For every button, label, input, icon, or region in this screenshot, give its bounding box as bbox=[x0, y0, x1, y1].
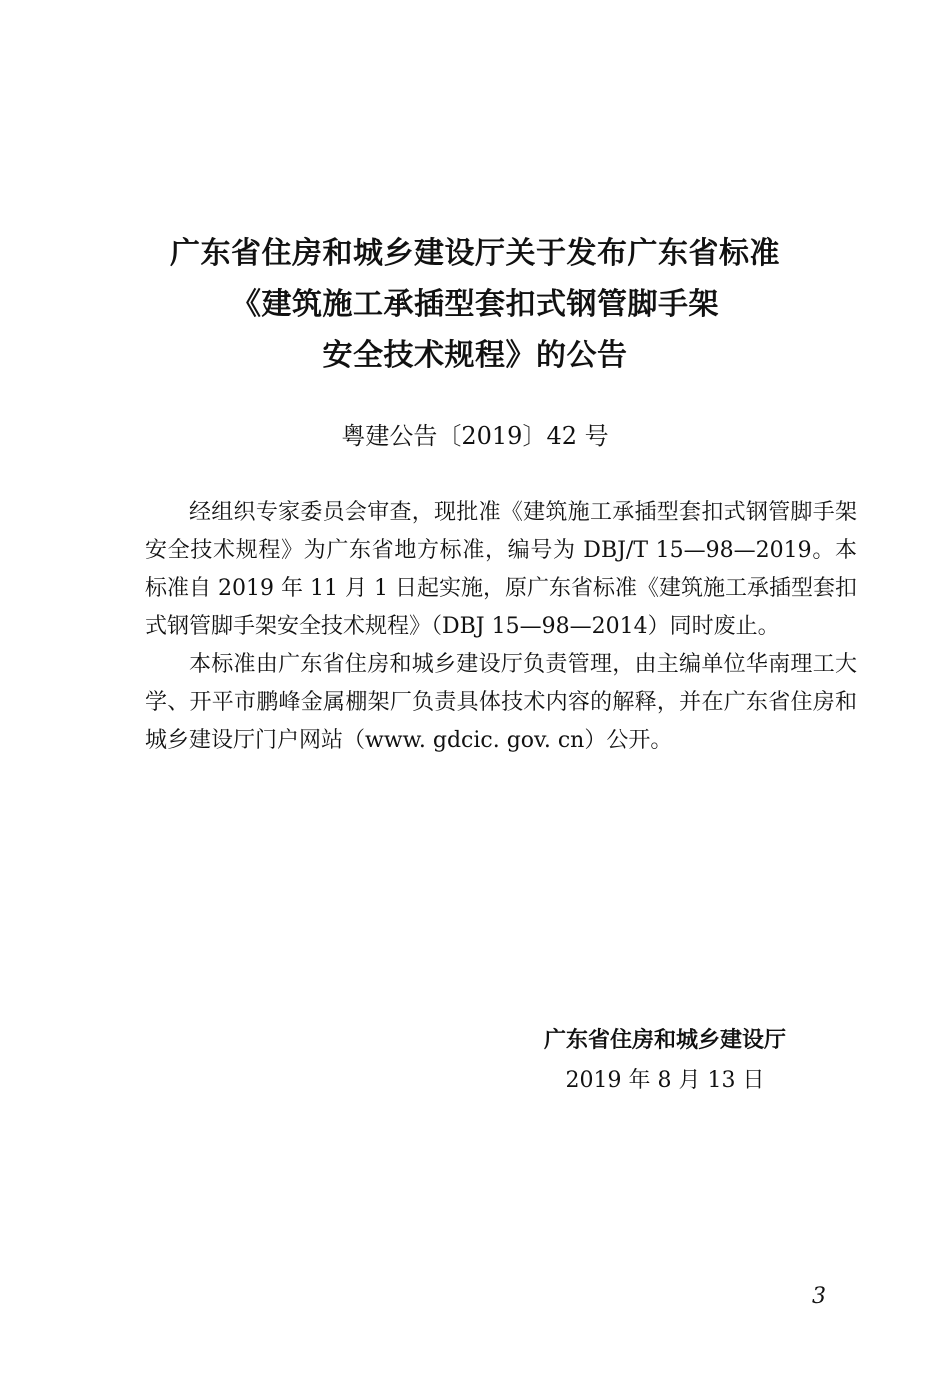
announcement-body bbox=[145, 494, 857, 760]
issuing-organization: 广东省住房和城乡建设厅 bbox=[543, 1028, 786, 1053]
title-line-1: 广东省住房和城乡建设厅关于发布广东省标准 bbox=[170, 236, 780, 271]
body-paragraph-1: 经组织专家委员会审查，现批准《建筑施工承插型套扣式钢管脚手架安全技术规程》为广东省地方标准，编号为 DBJ/T 15—98—2019。本标准自 2019 年 11 月 1 日起实施，原广东省标准《建筑施工承插型套扣式钢管脚手架安全技术规程》（DBJ 15—98—2014）同时废止。 bbox=[145, 500, 857, 639]
page-number: 3 bbox=[812, 1284, 826, 1309]
announcement-title bbox=[0, 228, 950, 381]
issue-date: 2019 年 8 月 13 日 bbox=[565, 1068, 765, 1093]
document-number: 粤建公告〔2019〕42 号 bbox=[341, 422, 609, 450]
title-line-2: 《建筑施工承插型套扣式钢管脚手架 bbox=[231, 287, 719, 322]
body-paragraph-2: 本标准由广东省住房和城乡建设厅负责管理，由主编单位华南理工大学、开平市鹏峰金属棚架厂负责具体技术内容的解释，并在广东省住房和城乡建设厅门户网站（www. gdcic. gov. cn）公开。 bbox=[145, 652, 857, 753]
title-line-3: 安全技术规程》的公告 bbox=[322, 338, 628, 373]
signature-block bbox=[520, 1022, 810, 1100]
